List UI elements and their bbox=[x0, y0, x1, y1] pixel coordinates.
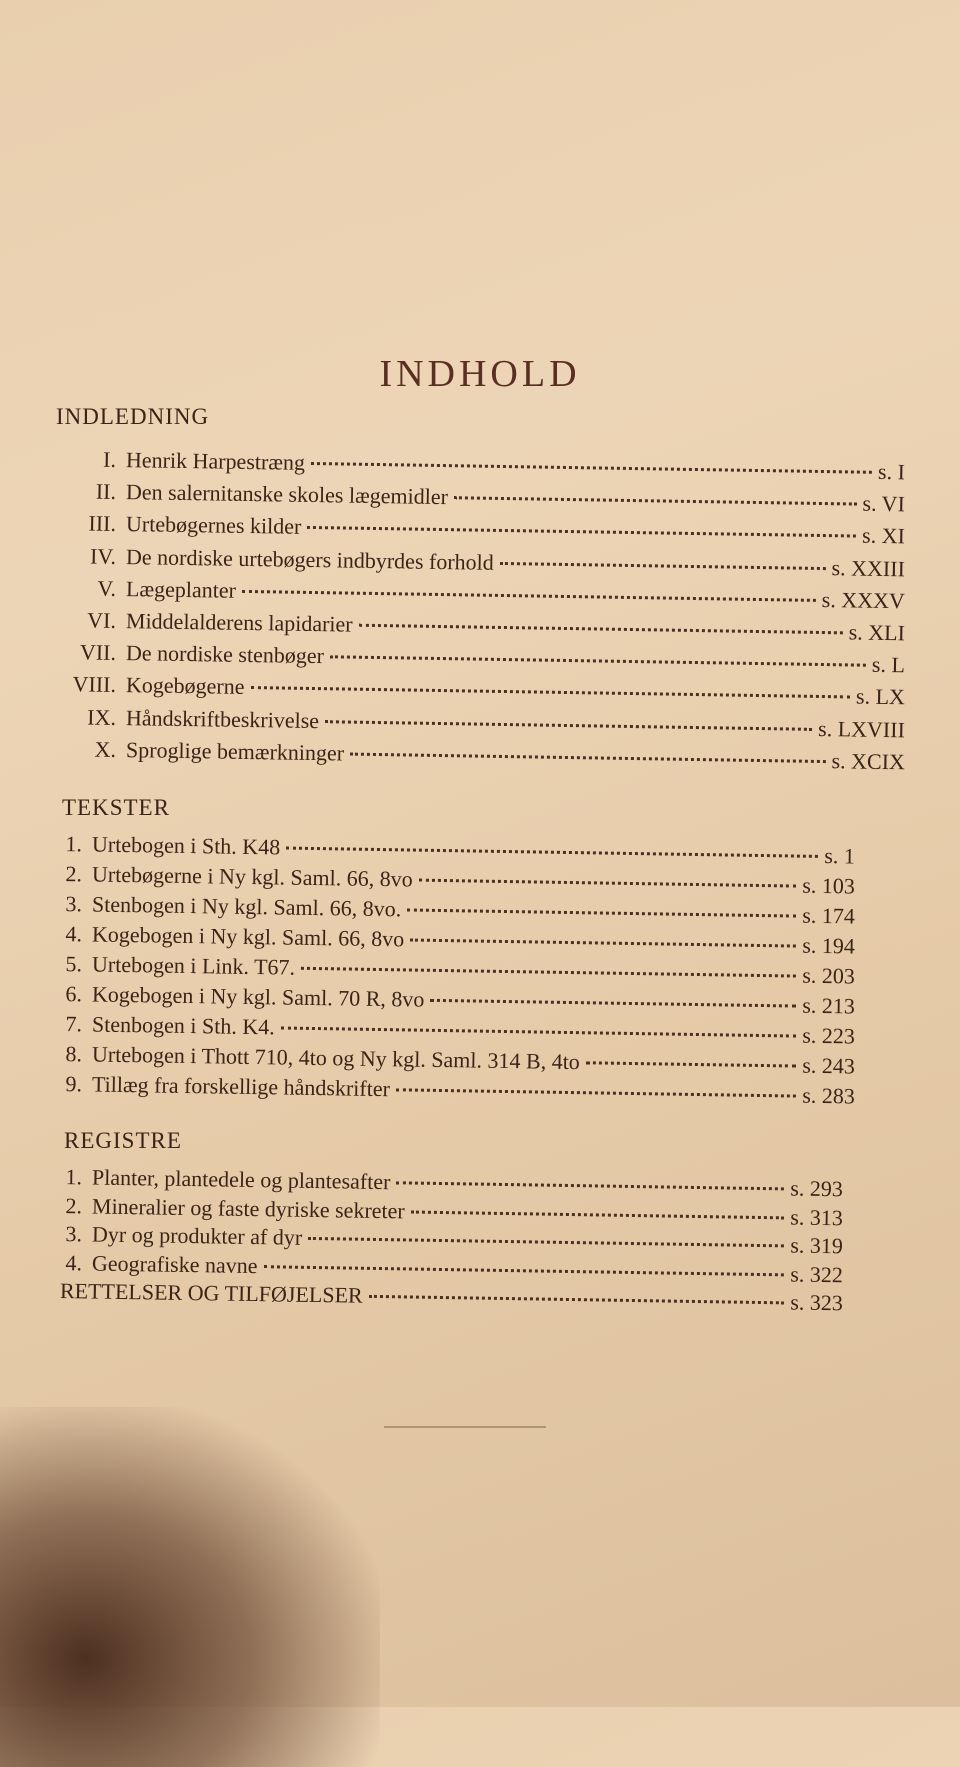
dot-leader bbox=[250, 686, 850, 698]
toc-entry-label: Urtebøgerne i Ny kgl. Saml. 66, 8vo bbox=[91, 861, 413, 892]
toc-entry-label: RETTELSER OG TILFØJELSER bbox=[59, 1278, 363, 1309]
toc-entry-page: s. 322 bbox=[790, 1261, 844, 1288]
toc-entry-page: s. VI bbox=[862, 490, 906, 517]
toc-entry-label: De nordiske stenbøger bbox=[125, 640, 325, 669]
dot-leader bbox=[430, 999, 796, 1008]
toc-entry-label: Henrik Harpestræng bbox=[125, 447, 306, 475]
toc-entry-number: III. bbox=[88, 510, 117, 537]
toc-entry-label: Dyr og produkter af dyr bbox=[91, 1221, 303, 1250]
dot-leader bbox=[281, 1026, 797, 1037]
page-title: INDHOLD bbox=[379, 353, 581, 395]
dot-leader bbox=[308, 1237, 784, 1247]
toc-entry-number: 6. bbox=[65, 981, 83, 1007]
toc-entry-number: 4. bbox=[65, 921, 83, 947]
toc-entry-page: s. 174 bbox=[802, 902, 856, 929]
toc-entry-number: VIII. bbox=[72, 671, 117, 698]
dot-leader bbox=[242, 590, 816, 602]
toc-entry-number: 3. bbox=[65, 1221, 83, 1247]
toc-entry-page: s. L bbox=[871, 651, 906, 678]
toc-entry-number: II. bbox=[95, 478, 117, 505]
toc-entry-page: s. LXVIII bbox=[817, 715, 906, 742]
dot-leader bbox=[359, 624, 843, 635]
section-heading-indledning: INDLEDNING bbox=[56, 404, 210, 429]
toc-entry-page: s. 319 bbox=[790, 1232, 844, 1259]
toc-entry-page: s. 323 bbox=[790, 1289, 844, 1316]
toc-entry-page: s. XLI bbox=[848, 619, 906, 646]
dot-leader bbox=[286, 847, 818, 858]
toc-entry-label: Lægeplanter bbox=[125, 575, 237, 603]
dot-leader bbox=[330, 655, 866, 666]
toc-entry-page: s. 293 bbox=[790, 1175, 844, 1202]
toc-entry-label: Urtebøgernes kilder bbox=[125, 511, 302, 540]
toc-entry-label: Kogebogen i Ny kgl. Saml. 66, 8vo bbox=[91, 921, 405, 952]
toc-entry-number: 2. bbox=[65, 1192, 83, 1218]
toc-entry-page: s. 203 bbox=[802, 962, 856, 989]
dot-leader bbox=[301, 967, 796, 978]
toc-entry-number: V. bbox=[97, 575, 117, 601]
divider-rule bbox=[384, 1426, 546, 1428]
toc-entry-label: Urtebogen i Thott 710, 4to og Ny kgl. Saml. 314 B, 4to bbox=[91, 1041, 580, 1075]
toc-entry-number: 9. bbox=[65, 1071, 83, 1097]
dot-leader bbox=[411, 1210, 785, 1219]
toc-entry-page: s. 283 bbox=[802, 1082, 856, 1109]
toc-entry-label: Sproglige bemærkninger bbox=[125, 736, 345, 766]
toc-entry-label: Urtebogen i Sth. K48 bbox=[91, 831, 281, 860]
toc-entry-page: s. XCIX bbox=[831, 747, 906, 775]
toc-entry-label: Planter, plantedele og plantesafter bbox=[91, 1164, 391, 1195]
toc-entry-number: 1. bbox=[65, 1164, 83, 1190]
dot-leader bbox=[396, 1088, 796, 1097]
dot-leader bbox=[369, 1295, 785, 1305]
toc-entry-label: De nordiske urtebøgers indbyrdes forhold bbox=[125, 543, 494, 575]
dot-leader bbox=[419, 879, 797, 888]
section-heading-tekster: TEKSTER bbox=[62, 795, 170, 820]
toc-entry-label: Den salernitanske skoles lægemidler bbox=[125, 479, 449, 510]
toc-entry-number: 2. bbox=[65, 861, 83, 887]
toc-entry-label: Stenbogen i Ny kgl. Saml. 66, 8vo. bbox=[91, 891, 402, 922]
section-heading-registre: REGISTRE bbox=[64, 1128, 182, 1153]
toc-entry bbox=[58, 736, 905, 775]
toc-entry-label: Urtebogen i Link. T67. bbox=[91, 951, 296, 980]
toc-entry-number: IV. bbox=[89, 543, 117, 569]
toc-entry-label: Kogebogen i Ny kgl. Saml. 70 R, 8vo bbox=[91, 981, 425, 1012]
dot-leader bbox=[410, 939, 796, 948]
toc-entry-label: Geografiske navne bbox=[91, 1250, 258, 1278]
toc-entry-page: s. 313 bbox=[790, 1204, 844, 1230]
toc-entry-page: s. LX bbox=[855, 683, 906, 710]
dot-leader bbox=[396, 1181, 784, 1190]
toc-entry-page: s. 1 bbox=[824, 843, 856, 869]
toc-entry-number: IX. bbox=[87, 704, 117, 730]
toc-entry-label: Tillæg fra forskellige håndskrifter bbox=[91, 1071, 391, 1102]
dot-leader bbox=[407, 908, 796, 917]
toc-entry-number: 1. bbox=[65, 831, 83, 857]
dot-leader bbox=[325, 720, 812, 731]
toc-entry-number: 5. bbox=[65, 951, 83, 977]
toc-entry-label: Mineralier og faste dyriske sekreter bbox=[91, 1193, 405, 1224]
toc-entry-number: VII. bbox=[79, 639, 117, 666]
toc-entry-page: s. 213 bbox=[802, 992, 856, 1019]
toc-entry-page: s. I bbox=[877, 458, 906, 485]
toc-entry-page: s. 103 bbox=[802, 872, 856, 899]
toc-entry-number: 7. bbox=[65, 1011, 83, 1037]
dot-leader bbox=[263, 1265, 784, 1276]
toc-entry-page: s. XI bbox=[861, 523, 906, 549]
toc-entry-page: s. XXIII bbox=[831, 554, 906, 581]
dot-leader bbox=[586, 1061, 797, 1067]
toc-entry-number: VI. bbox=[87, 607, 117, 633]
toc-entry-page: s. XXXV bbox=[821, 586, 906, 614]
toc-entry-label: Middelalderens lapidarier bbox=[125, 608, 353, 637]
page-shadow bbox=[0, 1407, 380, 1767]
toc-entry-number: I. bbox=[102, 446, 117, 472]
toc-entry-number: 3. bbox=[65, 891, 83, 917]
dot-leader bbox=[500, 562, 826, 570]
dot-leader bbox=[307, 526, 856, 538]
toc-entry-number: 4. bbox=[65, 1249, 83, 1276]
toc-entry-number: X. bbox=[94, 736, 117, 762]
toc-entry bbox=[58, 671, 905, 710]
dot-leader bbox=[311, 462, 872, 474]
toc-entry bbox=[58, 510, 905, 549]
dot-leader bbox=[350, 752, 826, 762]
toc-entry-label: Kogebøgerne bbox=[125, 672, 245, 700]
toc-entry-label: Håndskriftbeskrivelse bbox=[125, 704, 320, 733]
toc-entry-page: s. 194 bbox=[802, 932, 856, 959]
toc-entry-label: Stenbogen i Sth. K4. bbox=[91, 1011, 275, 1040]
dot-leader bbox=[454, 496, 857, 505]
toc-entry-page: s. 243 bbox=[802, 1052, 856, 1079]
toc-entry-page: s. 223 bbox=[802, 1022, 856, 1049]
toc-entry-number: 8. bbox=[65, 1041, 83, 1067]
